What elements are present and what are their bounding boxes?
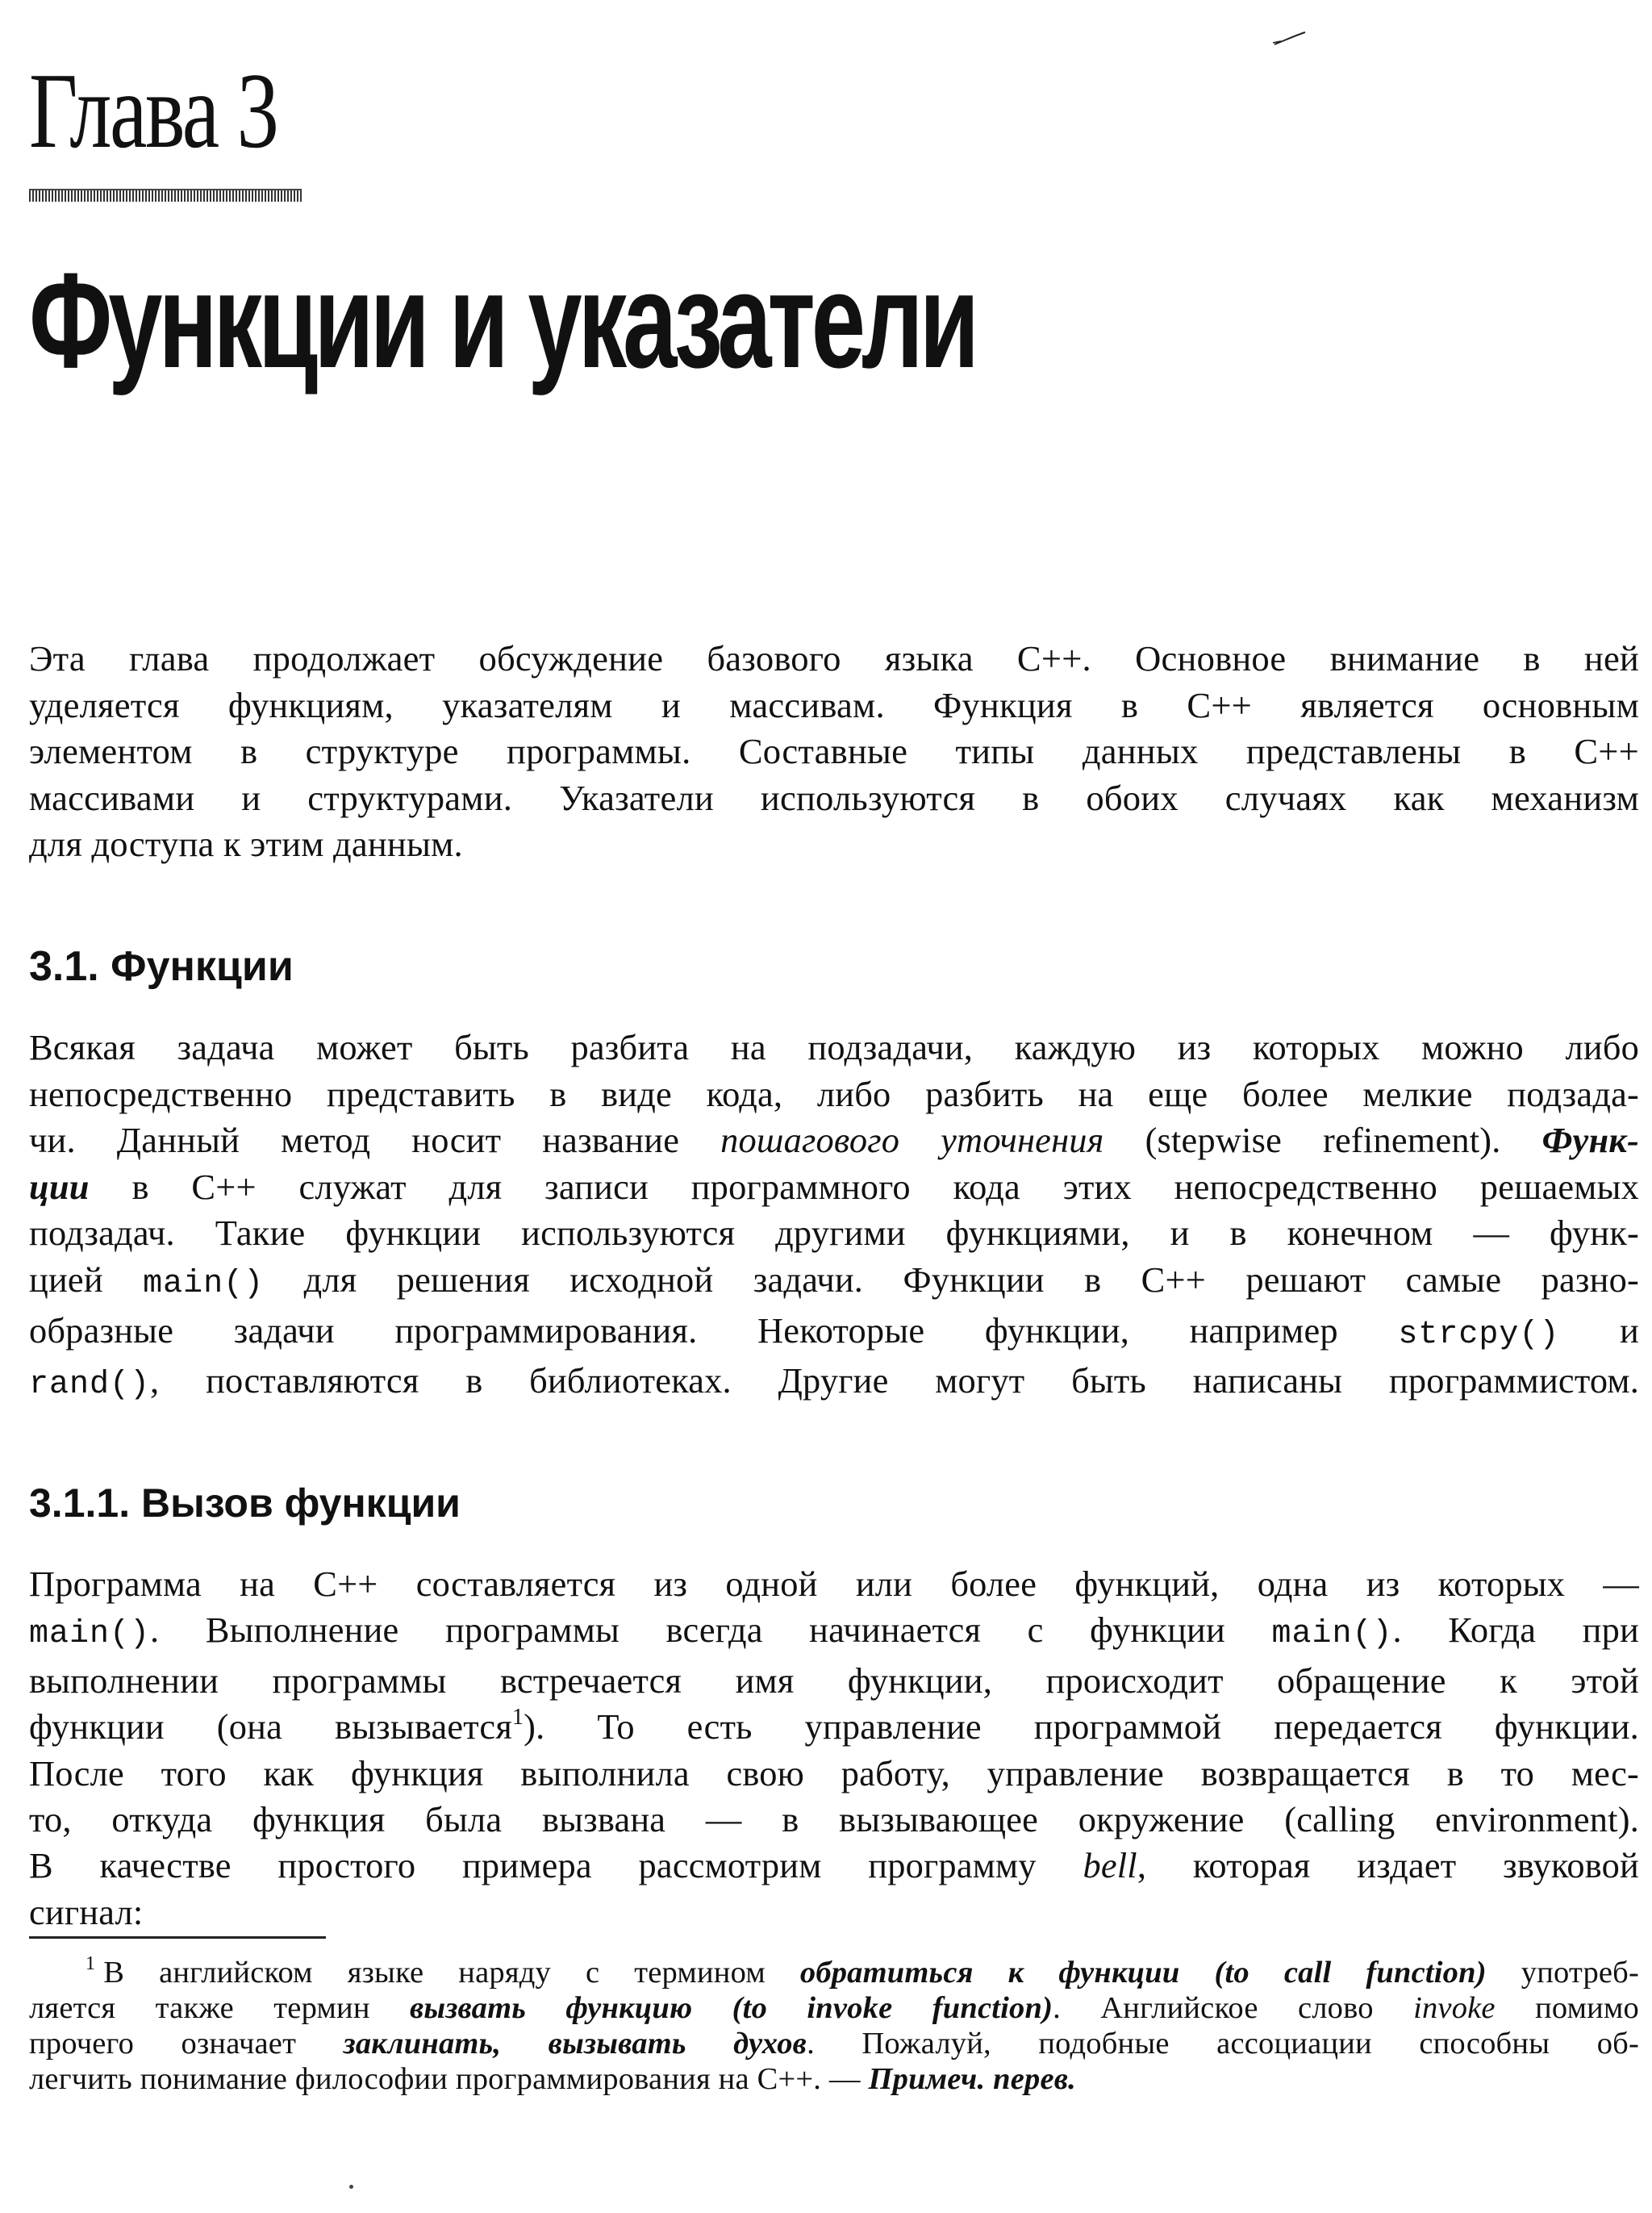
footnote-text: ляется также термин (29, 1991, 410, 2025)
chapter-label: Глава 3 (29, 51, 277, 170)
intro-line-2: уделяется функциям, указателям и массивам. Функция в С++ является основным (29, 684, 1639, 725)
program-name-bell: bell (1083, 1845, 1137, 1886)
intro-line-3: элементом в структуре программы. Составные типы данных представлены в С++ (29, 731, 1639, 771)
section-3-1-line-7 (29, 1308, 1639, 1359)
footnote-text: В английском языке наряду с термином (103, 1956, 800, 1990)
section-3-1-text: чи. Данный метод носит название (29, 1120, 721, 1161)
term-functions-cont: ции (29, 1166, 90, 1207)
section-3-1-line-2: непосредственно представить в виде кода, либо разбить на еще более мелкие подзада- (29, 1073, 1639, 1114)
footnote-line-1 (29, 1955, 1639, 1990)
footnote-text: употреб- (1486, 1956, 1639, 1990)
section-3-1-1-line-1: Программа на С++ составляется из одной или более функций, одна из которых — (29, 1564, 1639, 1604)
section-heading-3-1-1: 3.1.1. Вызов функции (29, 1480, 461, 1526)
section-3-1-1-text: . Выполнение программы всегда начинается с функции (150, 1610, 1272, 1651)
footnote-text: прочего означает (29, 2027, 344, 2061)
section-3-1-text: и (1559, 1309, 1639, 1351)
section-3-1-line-3 (29, 1117, 1639, 1164)
code-main: main() (1271, 1616, 1393, 1653)
chapter-rule (29, 189, 302, 202)
section-3-1-1-paragraph (29, 1561, 1639, 1935)
footnote-text: . Пожалуй, подобные ассоциации способны об- (807, 2027, 1639, 2061)
section-3-1-1-text: ). То есть управление программой передается функции. (524, 1706, 1639, 1747)
footnote-line-3 (29, 2026, 1639, 2061)
footnote-text: помимо (1495, 1991, 1639, 2025)
footnote-term: обратиться к функции (to call function) (799, 1956, 1487, 1990)
section-3-1-line-5: подзадач. Такие функции используются другими функциями, и в конечном — функ- (29, 1213, 1639, 1254)
section-3-1-text: в С++ служат для записи программного кода этих непосредственно решаемых (89, 1166, 1639, 1207)
section-3-1-1-text: . Когда при (1392, 1610, 1639, 1651)
section-3-1-1-line-7 (29, 1843, 1639, 1889)
footnote-text: . Английское слово (1053, 1991, 1414, 2025)
book-page (29, 0, 1641, 2213)
translator-note: Примеч. перев. (868, 2062, 1076, 2096)
section-3-1-paragraph (29, 1025, 1639, 1409)
intro-paragraph (29, 636, 1639, 868)
footnote-mark: 1 (86, 1953, 96, 1974)
footnote (29, 1955, 1639, 2097)
section-3-1-1-line-4 (29, 1704, 1639, 1750)
section-3-1-1-text: В качестве простого примера рассмотрим программу (29, 1845, 1083, 1886)
footnote-line-2 (29, 1990, 1639, 2026)
section-3-1-line-6 (29, 1257, 1639, 1308)
pen-mark (1271, 31, 1308, 47)
code-rand: rand() (29, 1367, 151, 1404)
term-functions: Функ- (1541, 1120, 1639, 1161)
scan-speck (349, 2185, 353, 2189)
code-strcpy: strcpy() (1398, 1316, 1560, 1353)
section-heading-3-1: 3.1. Функции (29, 943, 294, 990)
footnote-term: вызвать функцию (to invoke function) (410, 1991, 1053, 2025)
section-3-1-1-line-2 (29, 1607, 1639, 1657)
section-3-1-text: образные задачи программирования. Некоторые функции, например (29, 1309, 1399, 1351)
term-stepwise-refinement: пошагового уточнения (720, 1120, 1104, 1161)
section-3-1-1-line-6: то, откуда функция была вызвана — в вызывающее окружение (calling environment). (29, 1799, 1639, 1840)
section-3-1-line-4 (29, 1164, 1639, 1211)
section-3-1-text: (stepwise refinement). (1103, 1120, 1542, 1161)
section-3-1-1-text: функции (она вызывается (29, 1706, 512, 1747)
section-3-1-1-text: , которая издает звуковой (1137, 1845, 1639, 1886)
section-3-1-text: для решения исходной задачи. Функции в С++ решают самые разно- (264, 1259, 1639, 1300)
intro-line-5: для доступа к этим данным. (29, 824, 463, 864)
intro-line-1: Эта глава продолжает обсуждение базового языка C++. Основное внимание в ней (29, 638, 1639, 679)
footnote-term: заклинать, вызывать духов (343, 2027, 807, 2061)
footnote-line-4 (29, 2061, 1639, 2097)
intro-line-4: массивами и структурами. Указатели используются в обоих случаях как механизм (29, 777, 1639, 818)
code-main: main() (143, 1265, 265, 1302)
section-3-1-1-line-3: выполнении программы встречается имя функции, происходит обращение к этой (29, 1660, 1639, 1701)
section-3-1-text: цией (29, 1259, 144, 1300)
footnote-rule (29, 1936, 326, 1939)
section-3-1-line-8 (29, 1358, 1639, 1409)
section-3-1-text: , поставляются в библиотеках. Другие могут быть написаны программистом. (150, 1360, 1639, 1401)
footnote-term: invoke (1413, 1991, 1496, 2025)
section-3-1-line-1: Всякая задача может быть разбита на подзадачи, каждую из которых можно либо (29, 1027, 1639, 1067)
section-3-1-1-line-8: сигнал: (29, 1891, 144, 1932)
section-3-1-1-line-5: После того как функция выполнила свою работу, управление возвращается в то мес- (29, 1752, 1639, 1793)
chapter-title: Функции и указатели (29, 244, 976, 396)
code-main: main() (29, 1616, 151, 1653)
footnote-reference: 1 (511, 1705, 524, 1731)
footnote-text: легчить понимание философии программирования на С++. — (29, 2062, 869, 2096)
